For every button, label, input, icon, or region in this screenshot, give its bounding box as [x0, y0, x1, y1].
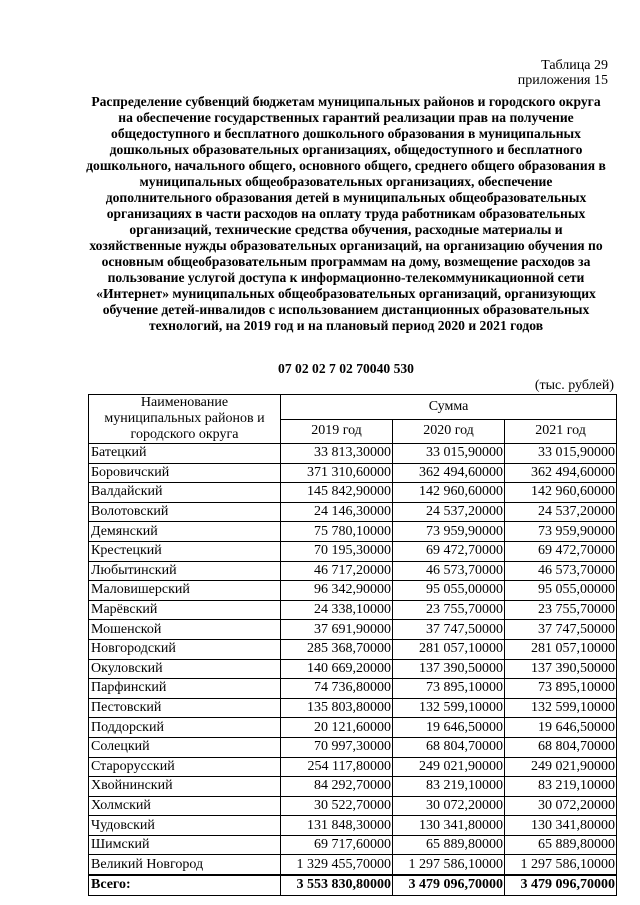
- value-2020-cell: 83 219,10000: [393, 777, 505, 797]
- value-2020-cell: 46 573,70000: [393, 561, 505, 581]
- district-name-cell: Боровичский: [89, 463, 281, 483]
- value-2020-cell: 24 537,20000: [393, 502, 505, 522]
- district-name-cell: Маловишерский: [89, 581, 281, 601]
- value-2020-cell: 73 959,90000: [393, 522, 505, 542]
- value-2021-cell: 73 895,10000: [505, 679, 617, 699]
- table-row: [89, 855, 617, 875]
- table-row: [89, 718, 617, 738]
- value-2021-cell: 281 057,10000: [505, 639, 617, 659]
- value-2020-cell: 30 072,20000: [393, 796, 505, 816]
- district-name-cell: Старорусский: [89, 757, 281, 777]
- table-row: [89, 659, 617, 679]
- value-2019-cell: 145 842,90000: [281, 483, 393, 503]
- district-name-cell: Окуловский: [89, 659, 281, 679]
- value-2021-cell: 46 573,70000: [505, 561, 617, 581]
- district-name-cell: Мошенской: [89, 620, 281, 640]
- value-2019-cell: 24 146,30000: [281, 502, 393, 522]
- value-2020-cell: 65 889,80000: [393, 835, 505, 855]
- value-2019-cell: 74 736,80000: [281, 679, 393, 699]
- value-2021-cell: 69 472,70000: [505, 541, 617, 561]
- value-2020-cell: 137 390,50000: [393, 659, 505, 679]
- value-2021-cell: 30 072,20000: [505, 796, 617, 816]
- district-name-cell: Парфинский: [89, 679, 281, 699]
- table-row: [89, 796, 617, 816]
- value-2021-cell: 19 646,50000: [505, 718, 617, 738]
- district-name-cell: Крестецкий: [89, 541, 281, 561]
- total-row: [89, 875, 617, 895]
- table-row: [89, 816, 617, 836]
- value-2019-cell: 24 338,10000: [281, 600, 393, 620]
- value-2021-cell: 1 297 586,10000: [505, 855, 617, 875]
- value-2020-cell: 281 057,10000: [393, 639, 505, 659]
- value-2020-cell: 132 599,10000: [393, 698, 505, 718]
- value-2021-cell: 68 804,70000: [505, 737, 617, 757]
- table-row: [89, 698, 617, 718]
- district-name-cell: Марёвский: [89, 600, 281, 620]
- value-2019-cell: 84 292,70000: [281, 777, 393, 797]
- value-2021-cell: 65 889,80000: [505, 835, 617, 855]
- district-name-cell: Чудовский: [89, 816, 281, 836]
- table-row: [89, 463, 617, 483]
- appendix-number: приложения 15: [517, 73, 608, 88]
- value-2020-cell: 95 055,00000: [393, 581, 505, 601]
- value-2020-cell: 68 804,70000: [393, 737, 505, 757]
- district-name-cell: Новгородский: [89, 639, 281, 659]
- value-2019-cell: 96 342,90000: [281, 581, 393, 601]
- value-2021-cell: 3 479 096,70000: [505, 875, 617, 895]
- value-2021-cell: 130 341,80000: [505, 816, 617, 836]
- value-2021-cell: 362 494,60000: [505, 463, 617, 483]
- value-2020-cell: 69 472,70000: [393, 541, 505, 561]
- year-2021-header: 2021 год: [505, 419, 617, 444]
- table-row: [89, 757, 617, 777]
- table-row: [89, 777, 617, 797]
- value-2021-cell: 24 537,20000: [505, 502, 617, 522]
- value-2019-cell: 30 522,70000: [281, 796, 393, 816]
- value-2020-cell: 23 755,70000: [393, 600, 505, 620]
- value-2019-cell: 285 368,70000: [281, 639, 393, 659]
- value-2020-cell: 3 479 096,70000: [393, 875, 505, 895]
- value-2020-cell: 362 494,60000: [393, 463, 505, 483]
- value-2019-cell: 20 121,60000: [281, 718, 393, 738]
- value-2021-cell: 249 021,90000: [505, 757, 617, 777]
- value-2020-cell: 142 960,60000: [393, 483, 505, 503]
- value-2019-cell: 33 813,30000: [281, 444, 393, 464]
- value-2019-cell: 140 669,20000: [281, 659, 393, 679]
- value-2021-cell: 37 747,50000: [505, 620, 617, 640]
- table-row: [89, 444, 617, 464]
- sum-column-header: Сумма: [281, 395, 617, 420]
- district-name-cell: Хвойнинский: [89, 777, 281, 797]
- district-name-cell: Демянский: [89, 522, 281, 542]
- budget-code: 07 02 02 7 02 70040 530: [278, 361, 414, 376]
- value-2019-cell: 371 310,60000: [281, 463, 393, 483]
- district-name-cell: Холмский: [89, 796, 281, 816]
- table-row: [89, 835, 617, 855]
- district-name-cell: Поддорский: [89, 718, 281, 738]
- value-2021-cell: 23 755,70000: [505, 600, 617, 620]
- value-2021-cell: 137 390,50000: [505, 659, 617, 679]
- district-name-cell: Шимский: [89, 835, 281, 855]
- district-name-cell: Солецкий: [89, 737, 281, 757]
- value-2021-cell: 73 959,90000: [505, 522, 617, 542]
- table-row: [89, 679, 617, 699]
- value-2021-cell: 83 219,10000: [505, 777, 617, 797]
- value-2021-cell: 95 055,00000: [505, 581, 617, 601]
- value-2019-cell: 131 848,30000: [281, 816, 393, 836]
- table-row: [89, 620, 617, 640]
- district-name-cell: Пестовский: [89, 698, 281, 718]
- value-2021-cell: 142 960,60000: [505, 483, 617, 503]
- value-2019-cell: 254 117,80000: [281, 757, 393, 777]
- table-row: [89, 522, 617, 542]
- value-2019-cell: 1 329 455,70000: [281, 855, 393, 875]
- subvention-table: [88, 394, 617, 896]
- table-row: [89, 581, 617, 601]
- value-2019-cell: 70 997,30000: [281, 737, 393, 757]
- document-title: Распределение субвенций бюджетам муниципальных районов и городского округа на обеспечение государственных гарантий реализации прав на получение общедоступного и бесплатного дошкольного образования в муниципальных дошкольных образовательных организациях, общедоступного и бесплатного дошкольного, начального общего, основного общего, среднего общего образования в муниципальных общеобразовательных организациях, обеспечение дополнительного образования детей в муниципальных общеобразовательных организациях в части расходов на оплату труда работникам образовательных организаций, технические средства обучения, расходные материалы и хозяйственные нужды образовательных организаций, на организацию обучения по основным общеобразовательным программам на дому, возмещение расходов за пользование услугой доступа к информационно-телекоммуникационной сети «Интернет» муниципальных общеобразовательных организаций, организующих обучение детей-инвалидов с использованием дистанционных образовательных технологий, на 2019 год и на плановый период 2020 и 2021 годов: [86, 94, 606, 333]
- value-2020-cell: 19 646,50000: [393, 718, 505, 738]
- value-2019-cell: 37 691,90000: [281, 620, 393, 640]
- table-row: [89, 639, 617, 659]
- year-2020-header: 2020 год: [393, 419, 505, 444]
- district-name-cell: Батецкий: [89, 444, 281, 464]
- table-row: [89, 541, 617, 561]
- value-2021-cell: 132 599,10000: [505, 698, 617, 718]
- header-row: [89, 395, 617, 420]
- value-2020-cell: 1 297 586,10000: [393, 855, 505, 875]
- district-name-cell: Всего:: [89, 875, 281, 895]
- table-row: [89, 502, 617, 522]
- value-2020-cell: 249 021,90000: [393, 757, 505, 777]
- value-2019-cell: 69 717,60000: [281, 835, 393, 855]
- value-2020-cell: 33 015,90000: [393, 444, 505, 464]
- value-2019-cell: 135 803,80000: [281, 698, 393, 718]
- table-row: [89, 483, 617, 503]
- table-number: Таблица 29: [541, 58, 608, 73]
- table-row: [89, 737, 617, 757]
- value-2019-cell: 46 717,20000: [281, 561, 393, 581]
- district-name-cell: Валдайский: [89, 483, 281, 503]
- value-2020-cell: 37 747,50000: [393, 620, 505, 640]
- district-name-cell: Любытинский: [89, 561, 281, 581]
- unit-label: (тыс. рублей): [534, 378, 614, 393]
- district-name-cell: Волотовский: [89, 502, 281, 522]
- value-2019-cell: 75 780,10000: [281, 522, 393, 542]
- district-name-cell: Великий Новгород: [89, 855, 281, 875]
- value-2020-cell: 130 341,80000: [393, 816, 505, 836]
- name-column-header: Наименование муниципальных районов и городского округа: [89, 395, 281, 444]
- table-row: [89, 600, 617, 620]
- table-reference: [518, 58, 608, 88]
- value-2020-cell: 73 895,10000: [393, 679, 505, 699]
- value-2019-cell: 70 195,30000: [281, 541, 393, 561]
- value-2021-cell: 33 015,90000: [505, 444, 617, 464]
- table-row: [89, 561, 617, 581]
- year-2019-header: 2019 год: [281, 419, 393, 444]
- value-2019-cell: 3 553 830,80000: [281, 875, 393, 895]
